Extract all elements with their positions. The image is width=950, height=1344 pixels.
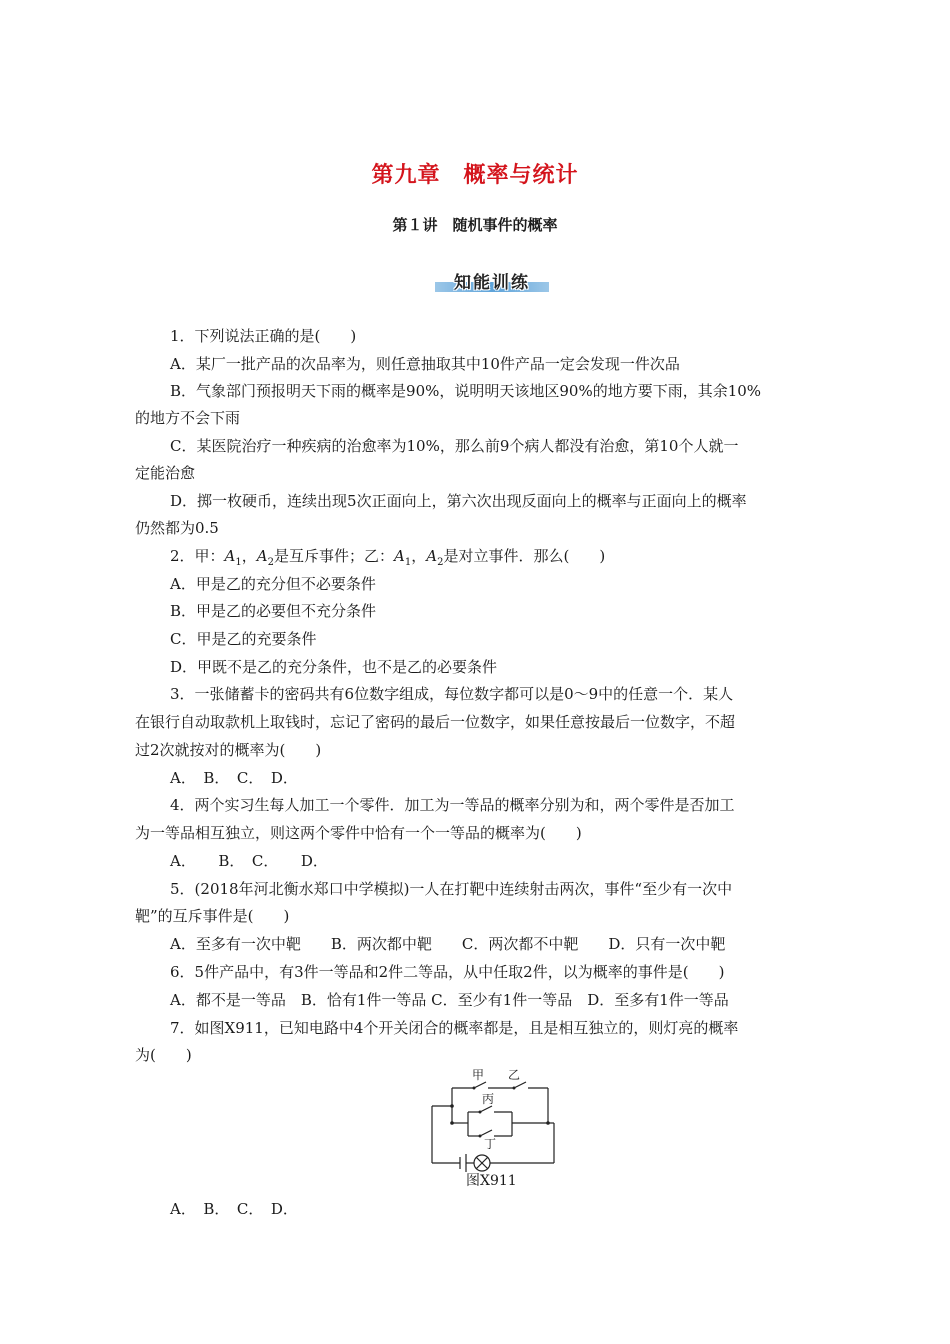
switch-label-ding: 丁 — [484, 1137, 497, 1151]
q1-option-c-line1: C．某医院治疗一种疾病的治愈率为10%，那么前9个病人都没有治愈，第10个人就一 — [170, 437, 739, 455]
switch-label-bing: 丙 — [482, 1092, 495, 1106]
q6-line1: 6．5件产品中，有3件一等品和2件二等品，从中任取2件，以为概率的事件是( ) — [170, 963, 725, 981]
q2-stem-prefix: 2．甲： — [170, 547, 225, 565]
q2-event-a: A — [224, 547, 236, 565]
q2-option-d: D．甲既不是乙的充分条件，也不是乙的必要条件 — [170, 658, 498, 676]
q2-comma: ， — [241, 547, 257, 565]
q2-subscript: 1 — [404, 557, 412, 568]
q2-stem-suffix: 是对立事件．那么( ) — [443, 547, 606, 565]
q2-stem — [170, 546, 605, 573]
q5-line2: 靶”的互斥事件是( ) — [135, 907, 290, 925]
q4-options: A． B． C． D． — [170, 852, 328, 870]
q3-line2: 在银行自动取款机上取钱时，忘记了密码的最后一位数字，如果任意按最后一位数字，不超 — [135, 713, 736, 731]
circuit-diagram — [428, 1066, 558, 1186]
q6-options: A．都不是一等品 B．恰有1件一等品 C．至少有1件一等品 D．至多有1件一等品 — [170, 991, 729, 1009]
q2-comma: ， — [411, 547, 427, 565]
section-banner — [435, 268, 549, 294]
figure-caption: 图X911 — [466, 1173, 517, 1189]
lesson-title: 第１讲 随机事件的概率 — [392, 216, 558, 234]
q1-option-c-line2: 定能治愈 — [135, 464, 196, 482]
q4-line2: 为一等品相互独立，则这两个零件中恰有一个一等品的概率为( ) — [135, 824, 582, 842]
chapter-title: 第九章 概率与统计 — [371, 163, 579, 188]
q3-options: A． B． C． D． — [170, 769, 298, 787]
q2-event-a: A — [394, 547, 405, 565]
q2-option-c: C．甲是乙的充要条件 — [170, 630, 317, 648]
q1-option-a: A．某厂一批产品的次品率为，则任意抽取其中10件产品一定会发现一件次品 — [170, 355, 680, 373]
q2-subscript: 2 — [437, 557, 444, 568]
q1-option-d-line1: D．掷一枚硬币，连续出现5次正面向上，第六次出现反面向上的概率与正面向上的概率 — [170, 492, 747, 510]
q5-line1: 5．(2018年河北衡水郑口中学模拟)一人在打靶中连续射击两次，事件“至少有一次中 — [170, 880, 733, 898]
q2-event-a: A — [256, 547, 268, 565]
q7-line2: 为( ) — [135, 1046, 192, 1064]
q1-option-d-line2: 仍然都为0.5 — [135, 519, 219, 537]
q4-line1: 4．两个实习生每人加工一个零件．加工为一等品的概率分别为和，两个零件是否加工 — [170, 796, 735, 814]
q5-options: A．至多有一次中靶 B．两次都中靶 C．两次都不中靶 D．只有一次中靶 — [170, 935, 726, 953]
q7-options: A． B． C． D． — [170, 1200, 298, 1218]
q2-option-b: B．甲是乙的必要但不充分条件 — [170, 602, 377, 620]
q1-option-b-line1: B．气象部门预报明天下雨的概率是90%，说明明天该地区90%的地方要下雨，其余10% — [170, 382, 762, 400]
q7-line1: 7．如图X911，已知电路中4个开关闭合的概率都是，且是相互独立的，则灯亮的概率 — [170, 1019, 739, 1037]
q1-option-b-line2: 的地方不会下雨 — [135, 409, 241, 427]
q3-line3: 过2次就按对的概率为( ) — [135, 741, 322, 759]
q1-stem: 1．下列说法正确的是( ) — [170, 327, 357, 345]
q2-option-a: A．甲是乙的充分但不必要条件 — [170, 575, 376, 593]
section-banner-label: 知能训练 — [454, 273, 530, 293]
q2-subscript: 2 — [267, 557, 274, 568]
q3-line1: 3．一张储蓄卡的密码共有6位数字组成，每位数字都可以是0～9中的任意一个．某人 — [170, 685, 734, 703]
switch-label-yi: 乙 — [508, 1068, 521, 1082]
q2-event-a: A — [426, 547, 438, 565]
q2-stem-middle: 是互斥事件；乙： — [274, 547, 395, 565]
q2-subscript: 1 — [235, 557, 242, 568]
switch-label-jia: 甲 — [472, 1068, 485, 1082]
